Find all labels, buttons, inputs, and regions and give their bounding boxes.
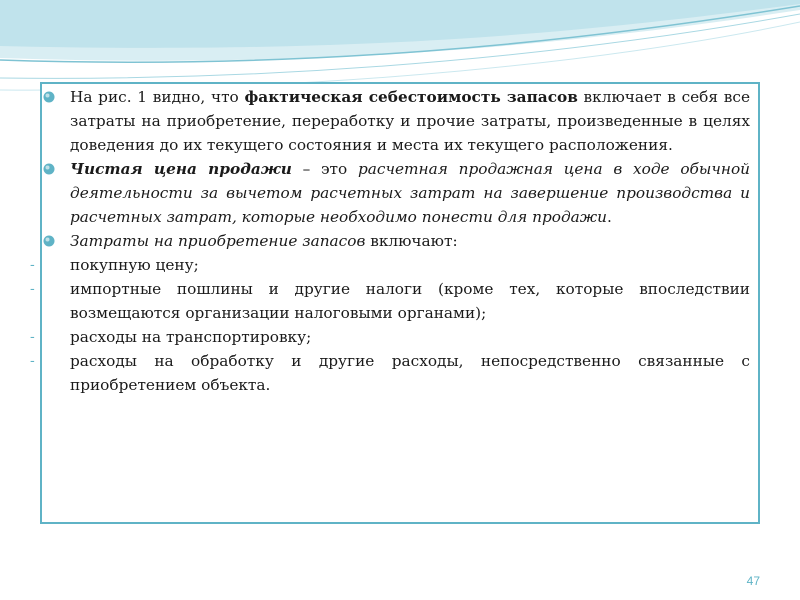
text-segment: покупную цену;	[70, 256, 199, 274]
text-segment: – это	[291, 160, 358, 178]
text-segment: включают:	[365, 232, 458, 250]
text-segment: расходы на транспортировку;	[70, 328, 312, 346]
text-segment: расчетная продажная цена в ходе обычной деятельности за вычетом расчетных затрат на завершение производства и расчетных затрат, которые необходимо понести для продажи	[70, 160, 751, 226]
dash-bullet: -	[30, 353, 35, 369]
text-segment: Затраты на приобретение запасов	[70, 232, 366, 250]
dash-bullet: -	[30, 257, 35, 273]
dash-list-item	[30, 349, 750, 397]
bullet-icon	[43, 235, 55, 247]
bullet-icon	[43, 91, 55, 103]
dash-bullet: -	[30, 329, 35, 345]
dash-list-item	[30, 277, 750, 325]
text-segment: .	[607, 208, 612, 226]
text-segment: На рис. 1 видно, что	[70, 88, 245, 106]
bullet-paragraph	[70, 157, 750, 229]
text-segment: Чистая цена продажи	[70, 160, 292, 178]
slide-body-text	[30, 85, 751, 397]
text-segment: фактическая себестоимость запасов	[244, 88, 578, 106]
text-segment: включает в себя все затраты на приобретение, переработку и прочие затраты, произведенные в целях доведения до их текущего состояния и места их текущего расположения.	[70, 88, 750, 154]
bullet-paragraph	[70, 85, 750, 157]
dash-list-item	[30, 325, 750, 349]
text-segment: расходы на обработку и другие расходы, непосредственно связанные с приобретением объекта.	[70, 352, 750, 394]
text-segment: импортные пошлины и другие налоги (кроме тех, которые впоследствии возмещаются организации налоговыми органами);	[70, 280, 750, 322]
page-number: 47	[746, 574, 760, 588]
bullet-icon	[43, 163, 55, 175]
dash-list-item	[30, 253, 750, 277]
bullet-paragraph	[70, 229, 750, 253]
dash-bullet: -	[30, 281, 35, 297]
